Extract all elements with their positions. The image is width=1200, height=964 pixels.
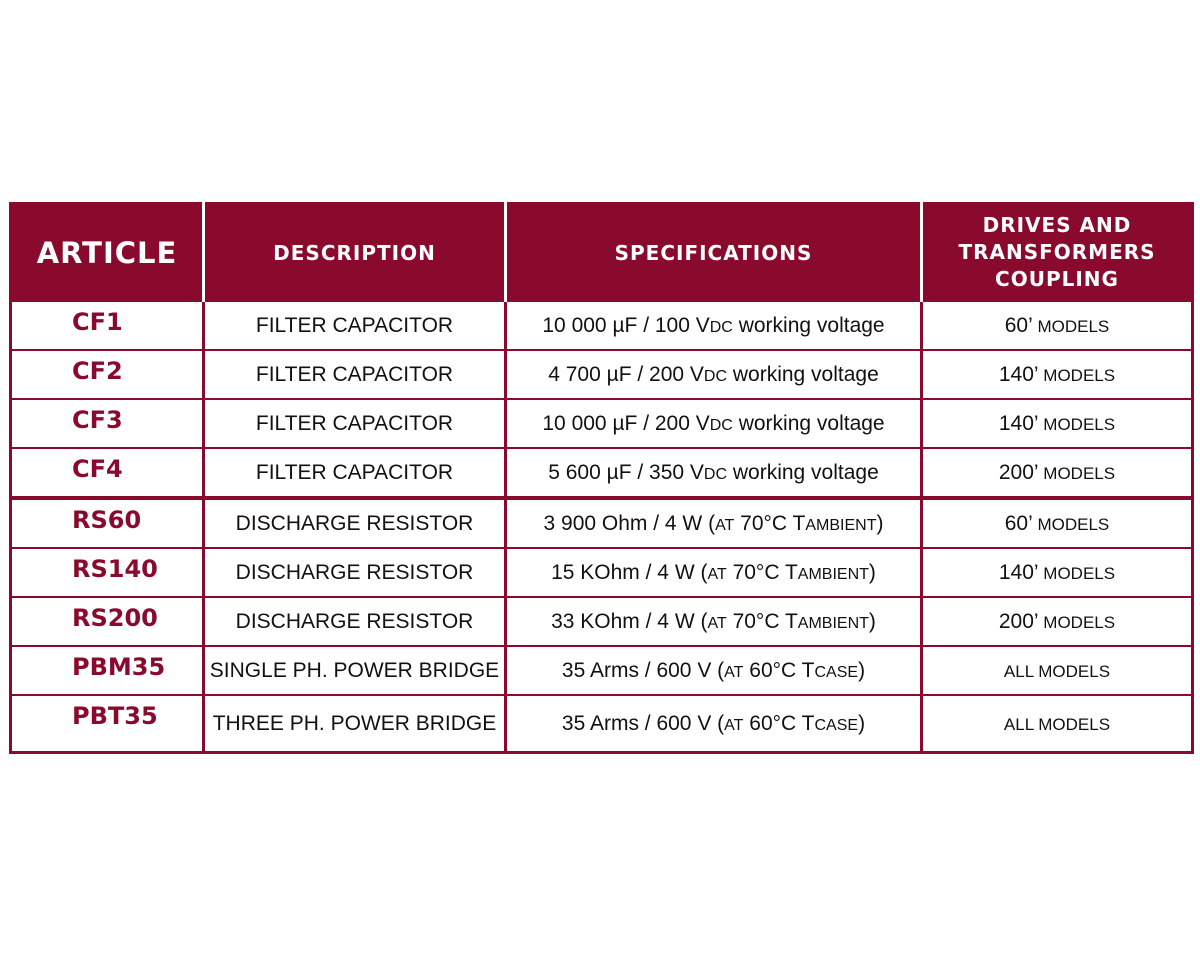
spec-tail: 60°C T xyxy=(743,711,815,735)
article-cell xyxy=(11,597,204,646)
spec-small-2: AMBIENT xyxy=(797,565,869,583)
article-code: PBT35 xyxy=(72,702,158,730)
spec-main: 15 KOhm / 4 W ( xyxy=(551,560,708,584)
drive-number: 140’ xyxy=(998,560,1039,584)
spec-end: ) xyxy=(868,560,876,584)
drive-cell xyxy=(922,350,1193,399)
description-cell: SINGLE PH. POWER BRIDGE xyxy=(204,646,506,695)
description-cell: DISCHARGE RESISTOR xyxy=(204,548,506,597)
drive-cell xyxy=(922,448,1193,498)
spec-small: DC xyxy=(703,367,728,385)
specification-cell xyxy=(506,597,922,646)
article-cell xyxy=(11,399,204,448)
drive-models: MODELS xyxy=(1038,463,1116,483)
specification-cell xyxy=(506,448,922,498)
spec-small-2: CASE xyxy=(814,716,859,734)
spec-main: 5 600 µF / 350 V xyxy=(548,460,704,484)
table-row xyxy=(11,646,1193,695)
description-cell: FILTER CAPACITOR xyxy=(204,350,506,399)
spec-small-2: AMBIENT xyxy=(805,516,877,534)
header-row xyxy=(11,204,1193,302)
article-code: CF4 xyxy=(72,455,123,483)
spec-small: DC xyxy=(709,416,733,434)
header-drives-line-3: COUPLING xyxy=(995,267,1119,291)
specification-cell xyxy=(506,646,922,695)
description-cell: FILTER CAPACITOR xyxy=(204,301,506,350)
specification-cell xyxy=(506,350,922,399)
article-code: CF3 xyxy=(72,406,123,434)
spec-tail: 70°C T xyxy=(726,609,798,633)
spec-end: ) xyxy=(876,511,884,535)
spec-small: DC xyxy=(709,318,733,336)
drive-number: 140’ xyxy=(998,411,1039,435)
drive-cell xyxy=(922,695,1193,753)
spec-small: AT xyxy=(724,663,744,681)
spec-tail: working voltage xyxy=(727,460,879,484)
article-cell xyxy=(11,548,204,597)
table-row xyxy=(11,695,1193,753)
header-drives-line-2: TRANSFORMERS xyxy=(958,240,1156,264)
specification-cell xyxy=(506,695,922,753)
spec-end: ) xyxy=(858,711,866,735)
header-specifications: SPECIFICATIONS xyxy=(506,204,922,302)
table-row xyxy=(11,301,1193,350)
spec-small: AT xyxy=(715,516,735,534)
drive-models: MODELS xyxy=(1038,563,1116,583)
article-cell xyxy=(11,695,204,753)
spec-tail: working voltage xyxy=(732,411,885,435)
table-header xyxy=(11,204,1193,302)
description-cell: DISCHARGE RESISTOR xyxy=(204,597,506,646)
spec-tail: 60°C T xyxy=(743,658,815,682)
article-cell xyxy=(11,350,204,399)
spec-main: 4 700 µF / 200 V xyxy=(548,362,704,386)
spec-small-2: CASE xyxy=(814,663,859,681)
article-cell xyxy=(11,301,204,350)
article-code: CF2 xyxy=(72,357,123,385)
spec-tail: 70°C T xyxy=(726,560,798,584)
article-code: PBM35 xyxy=(72,653,166,681)
spec-main: 35 Arms / 600 V ( xyxy=(561,658,725,682)
drive-cell xyxy=(922,301,1193,350)
drive-cell xyxy=(922,548,1193,597)
spec-tail: working voltage xyxy=(732,313,885,337)
spec-small-2: AMBIENT xyxy=(797,614,869,632)
description-cell: THREE PH. POWER BRIDGE xyxy=(204,695,506,753)
spec-end: ) xyxy=(858,658,866,682)
drive-cell xyxy=(922,646,1193,695)
spec-main: 35 Arms / 600 V ( xyxy=(561,711,725,735)
spec-main: 10 000 µF / 100 V xyxy=(542,313,710,337)
description-cell: FILTER CAPACITOR xyxy=(204,399,506,448)
article-cell xyxy=(11,498,204,548)
table-row xyxy=(11,548,1193,597)
description-cell: DISCHARGE RESISTOR xyxy=(204,498,506,548)
description-cell: FILTER CAPACITOR xyxy=(204,448,506,498)
drive-models: ALL MODELS xyxy=(1003,714,1111,734)
spec-small: AT xyxy=(707,614,727,632)
table-row xyxy=(11,597,1193,646)
spec-table xyxy=(9,202,1194,754)
drive-cell xyxy=(922,597,1193,646)
spec-small: AT xyxy=(724,716,744,734)
drive-number: 140’ xyxy=(998,362,1039,386)
header-drives-coupling xyxy=(922,204,1193,302)
spec-end: ) xyxy=(868,609,876,633)
drive-models: MODELS xyxy=(1032,514,1110,534)
header-article: ARTICLE xyxy=(11,204,204,302)
article-code: CF1 xyxy=(72,308,123,336)
spec-small: DC xyxy=(703,465,728,483)
table-row xyxy=(11,399,1193,448)
spec-tail: working voltage xyxy=(727,362,879,386)
drive-models: MODELS xyxy=(1038,365,1116,385)
drive-number: 200’ xyxy=(998,460,1039,484)
specification-cell xyxy=(506,548,922,597)
spec-main: 3 900 Ohm / 4 W ( xyxy=(543,511,716,535)
drive-number: 200’ xyxy=(998,609,1039,633)
drive-number: 60’ xyxy=(1004,511,1033,535)
drive-models: ALL MODELS xyxy=(1003,661,1111,681)
article-code: RS140 xyxy=(72,555,158,583)
table-row xyxy=(11,350,1193,399)
table-row xyxy=(11,448,1193,498)
spec-small: AT xyxy=(707,565,727,583)
header-description: DESCRIPTION xyxy=(204,204,506,302)
table-body xyxy=(11,301,1193,753)
specification-cell xyxy=(506,498,922,548)
article-code: RS60 xyxy=(72,506,142,534)
header-drives-line-1: DRIVES AND xyxy=(982,213,1132,237)
article-code: RS200 xyxy=(72,604,158,632)
spec-main: 10 000 µF / 200 V xyxy=(542,411,710,435)
drive-models: MODELS xyxy=(1038,414,1116,434)
drive-models: MODELS xyxy=(1032,316,1110,336)
article-cell xyxy=(11,646,204,695)
article-cell xyxy=(11,448,204,498)
drive-number: 60’ xyxy=(1004,313,1033,337)
spec-tail: 70°C T xyxy=(734,511,806,535)
drive-models: MODELS xyxy=(1038,612,1116,632)
specification-cell xyxy=(506,399,922,448)
drive-cell xyxy=(922,399,1193,448)
drive-cell xyxy=(922,498,1193,548)
table-row xyxy=(11,498,1193,548)
specification-cell xyxy=(506,301,922,350)
spec-main: 33 KOhm / 4 W ( xyxy=(551,609,708,633)
